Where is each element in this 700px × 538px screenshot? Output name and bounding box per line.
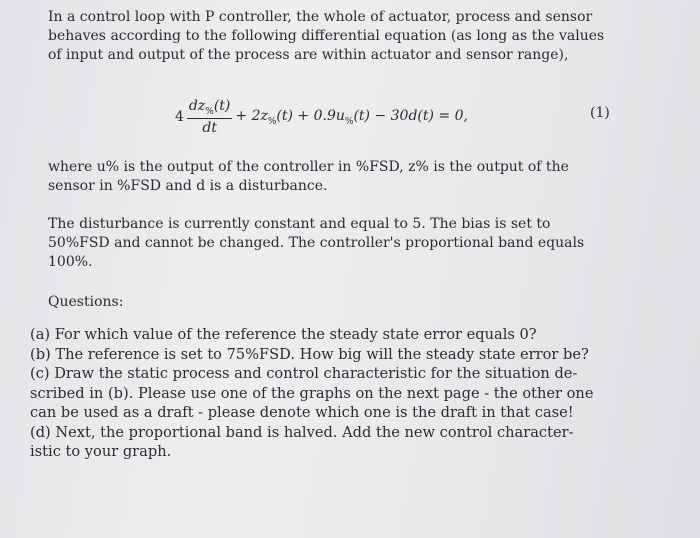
question-line: (d) Next, the proportional band is halved. Add the new control character- [30,423,574,441]
disturbance-line: 100%. [48,254,93,270]
variables-paragraph [48,158,648,196]
questions-heading: Questions: [48,294,124,310]
equation-number: (1) [590,105,610,121]
intro-line: In a control loop with P controller, the whole of actuator, process and sensor [48,9,593,25]
vars-line: sensor in %FSD and d is a disturbance. [48,178,328,194]
question-line: istic to your graph. [30,443,172,460]
eq-fraction [187,98,232,136]
questions-list [30,325,630,462]
differential-equation [175,96,468,138]
question-line: can be used as a draft - please denote which one is the draft in that case! [30,404,574,421]
eq-coefficient: 4 [175,109,184,125]
question-line: (c) Draw the static process and control characteristic for the situation de- [30,365,578,382]
question-line: (a) For which value of the reference the steady state error equals 0? [30,326,537,343]
eq-denominator: dt [202,119,217,136]
question-line: (b) The reference is set to 75%FSD. How big will the steady state error be? [30,345,589,363]
intro-line: of input and output of the process are within actuator and sensor range), [48,47,569,63]
disturbance-line: 50%FSD and cannot be changed. The controller's proportional band equals [48,235,585,251]
disturbance-line: The disturbance is currently constant and equal to 5. The bias is set to [48,216,551,232]
intro-line: behaves according to the following differential equation (as long as the values [48,28,605,44]
disturbance-paragraph [48,215,648,272]
eq-term: + $2z_{\%}(t) + 0.9u_{\%}(t) - 30d(t) = 0$, [235,107,468,127]
intro-paragraph [48,8,648,65]
vars-line: where u% is the output of the controller in %FSD, z% is the output of the [48,159,569,175]
question-line: scribed in (b). Please use one of the graphs on the next page - the other one [30,384,594,402]
eq-numerator: $dz_{\%}(t)$ [188,98,231,117]
